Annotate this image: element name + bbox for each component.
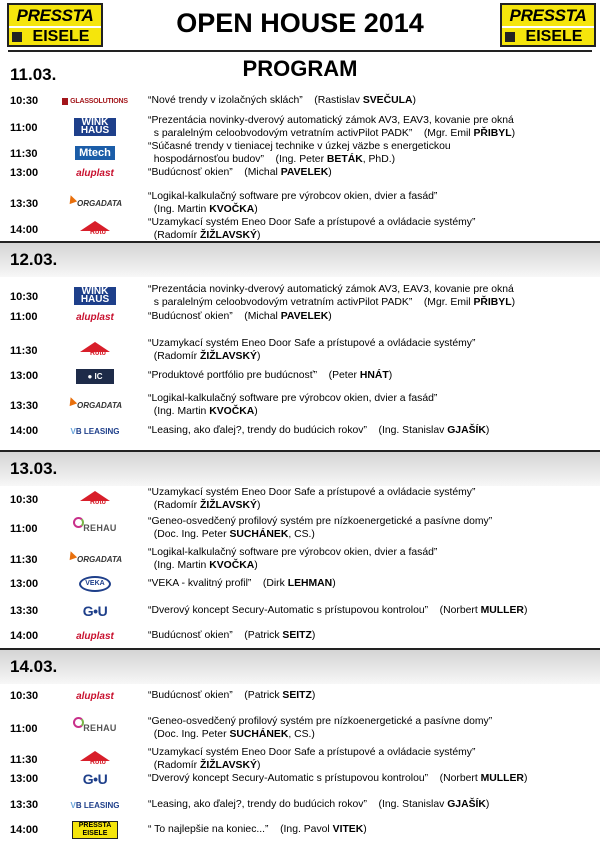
brand-bottom-text: EISELE (525, 28, 583, 45)
session-description: “VEKA - kvalitný profil” (Dirk LEHMAN) (148, 578, 336, 589)
winkhaus-logo-icon: WINK HAUS (66, 287, 124, 305)
session-time: 11:30 (10, 148, 38, 160)
winkhaus-logo-icon: WINK HAUS (66, 118, 124, 136)
day-date: 12.03. (10, 250, 58, 269)
session-description: “Nové trendy v izolačných sklách” (Rastislav SVEČULA) (148, 95, 416, 106)
vb-leasing-logo-icon: VB LEASING (70, 800, 120, 810)
day-header (0, 648, 600, 684)
veka-logo-icon: VEKA (66, 575, 124, 593)
session-description: “Prezentácia novinky-dverový automatický zámok AV3, EAV3, kovanie pre okná s paralelným celoobvodovým vetratním activPilot PADK” (Mgr. Emil PŘIBYL) (148, 115, 516, 139)
session-description: “Prezentácia novinky-dverový automatický zámok AV3, EAV3, kovanie pre okná s paralelným celoobvodovým vetratním activPilot PADK” (Mgr. Emil PŘIBYL) (148, 284, 516, 308)
session-time: 14:00 (10, 224, 39, 236)
orgadata-logo-icon: ORGADATA (66, 396, 124, 414)
aluplast-logo-icon: aluplast (76, 690, 114, 702)
session-time: 10:30 (10, 95, 39, 107)
aluplast-logo-icon: aluplast (76, 167, 114, 179)
session-time: 14:00 (10, 824, 39, 836)
brand-bottom-text: EISELE (32, 28, 90, 45)
day-header (0, 450, 600, 486)
session-time: 14:00 (10, 425, 39, 437)
roto-logo-icon: Roto (66, 341, 124, 359)
session-time: 13:00 (10, 167, 39, 179)
roto-logo-icon: Roto (66, 750, 124, 768)
day-header (0, 58, 600, 94)
session-time: 13:00 (10, 578, 39, 590)
session-description: “Budúcnosť okien” (Patrick SEITZ) (148, 630, 316, 641)
roto-logo-icon: Roto (66, 220, 124, 238)
day-date: 13.03. (10, 459, 58, 478)
session-time: 13:00 (10, 773, 39, 785)
pressta-eisele-logo-icon: PRESSTA EISELE (66, 821, 124, 839)
session-description: “Uzamykací systém Eneo Door Safe a prístupové a ovládacie systémy” (Radomír ŽIŽLAVSKÝ) (148, 217, 476, 241)
session-description: “Produktové portfólio pre budúcnosť” (Peter HNÁT) (148, 370, 393, 381)
session-time: 11:30 (10, 554, 38, 566)
aluplast-logo-icon: aluplast (76, 630, 114, 642)
day-header (0, 241, 600, 277)
session-description: “Uzamykací systém Eneo Door Safe a prístupové a ovládacie systémy” (Radomír ŽIŽLAVSKÝ) (148, 338, 476, 362)
session-description: “Budúcnosť okien” (Michal PAVELEK) (148, 167, 332, 178)
session-description: “Budúcnosť okien” (Patrick SEITZ) (148, 690, 316, 701)
mtech-logo-icon: Mtech (66, 144, 124, 162)
program-heading: PROGRAM (242, 56, 358, 81)
session-time: 10:30 (10, 690, 39, 702)
session-time: 13:30 (10, 799, 39, 811)
day-date: 14.03. (10, 657, 58, 676)
session-description: “ To najlepšie na koniec...” (Ing. Pavol VITEK) (148, 824, 367, 835)
session-time: 10:30 (10, 494, 39, 506)
rehau-logo-icon: REHAU (66, 719, 124, 737)
session-time: 11:00 (10, 122, 38, 134)
aluplast-logo-icon: aluplast (76, 311, 114, 323)
session-description: “Budúcnosť okien” (Michal PAVELEK) (148, 311, 332, 322)
session-description: “Logikal-kalkulačný software pre výrobcov okien, dvier a fasád” (Ing. Martin KVOČKA) (148, 547, 438, 571)
session-description: “Uzamykací systém Eneo Door Safe a prístupové a ovládacie systémy” (Radomír ŽIŽLAVSKÝ) (148, 487, 476, 511)
session-time: 11:00 (10, 523, 38, 535)
orgadata-logo-icon: ORGADATA (66, 550, 124, 568)
session-time: 14:00 (10, 630, 39, 642)
g-u-logo-icon: G•U (82, 603, 108, 619)
session-description: “Leasing, ako ďalej?, trendy do budúcich rokov” (Ing. Stanislav GJAŠÍK) (148, 425, 490, 436)
brand-top-text: PRESSTA (9, 5, 101, 26)
session-time: 11:30 (10, 754, 38, 766)
session-description: “Logikal-kalkulačný software pre výrobcov okien, dvier a fasád” (Ing. Martin KVOČKA) (148, 393, 438, 417)
session-description: “Dverový koncept Secury-Automatic s prístupovou kontrolou” (Norbert MULLER) (148, 773, 528, 784)
brand-mark-icon (12, 32, 22, 42)
roto-logo-icon: Roto (66, 490, 124, 508)
brand-mark-icon (505, 32, 515, 42)
rehau-logo-icon: REHAU (66, 519, 124, 537)
session-description: “Uzamykací systém Eneo Door Safe a prístupové a ovládacie systémy” (Radomír ŽIŽLAVSKÝ) (148, 747, 476, 771)
orgadata-logo-icon: ORGADATA (66, 194, 124, 212)
pressta-eisele-logo-left (7, 3, 103, 47)
session-time: 13:30 (10, 198, 39, 210)
session-description: “Geneo-osvedčený profilový systém pre nízkoenergetické a pasívne domy” (Doc. Ing. Peter SUCHÁNEK, CS.) (148, 516, 493, 540)
session-time: 11:00 (10, 723, 38, 735)
page-header (0, 0, 600, 60)
session-time: 11:00 (10, 311, 38, 323)
session-time: 11:30 (10, 345, 38, 357)
header-divider (8, 50, 592, 52)
day-date: 11.03. (10, 65, 57, 84)
g-u-logo-icon: G•U (82, 771, 108, 787)
session-description: “Leasing, ako ďalej?, trendy do budúcich rokov” (Ing. Stanislav GJAŠÍK) (148, 799, 490, 810)
glassolutions-logo-icon: GLASSOLUTIONS (66, 92, 124, 110)
session-description: “Geneo-osvedčený profilový systém pre nízkoenergetické a pasívne domy” (Doc. Ing. Peter SUCHÁNEK, CS.) (148, 716, 493, 740)
session-time: 13:30 (10, 605, 39, 617)
session-time: 13:00 (10, 370, 39, 382)
session-description: “Dverový koncept Secury-Automatic s prístupovou kontrolou” (Norbert MULLER) (148, 605, 528, 616)
session-time: 10:30 (10, 291, 39, 303)
session-description: “Súčasné trendy v tieniacej technike v úzkej väzbe s energetickou hospodárnosťou budov” (Ing. Peter BETÁK, PhD.) (148, 141, 451, 165)
pressta-eisele-logo-right (500, 3, 596, 47)
vb-leasing-logo-icon: VB LEASING (70, 426, 120, 436)
brand-top-text: PRESSTA (502, 5, 594, 26)
ic-logo-icon: ● IC (66, 367, 124, 385)
session-description: “Logikal-kalkulačný software pre výrobcov okien, dvier a fasád” (Ing. Martin KVOČKA) (148, 191, 438, 215)
session-time: 13:30 (10, 400, 39, 412)
page-title: OPEN HOUSE 2014 (176, 8, 424, 38)
